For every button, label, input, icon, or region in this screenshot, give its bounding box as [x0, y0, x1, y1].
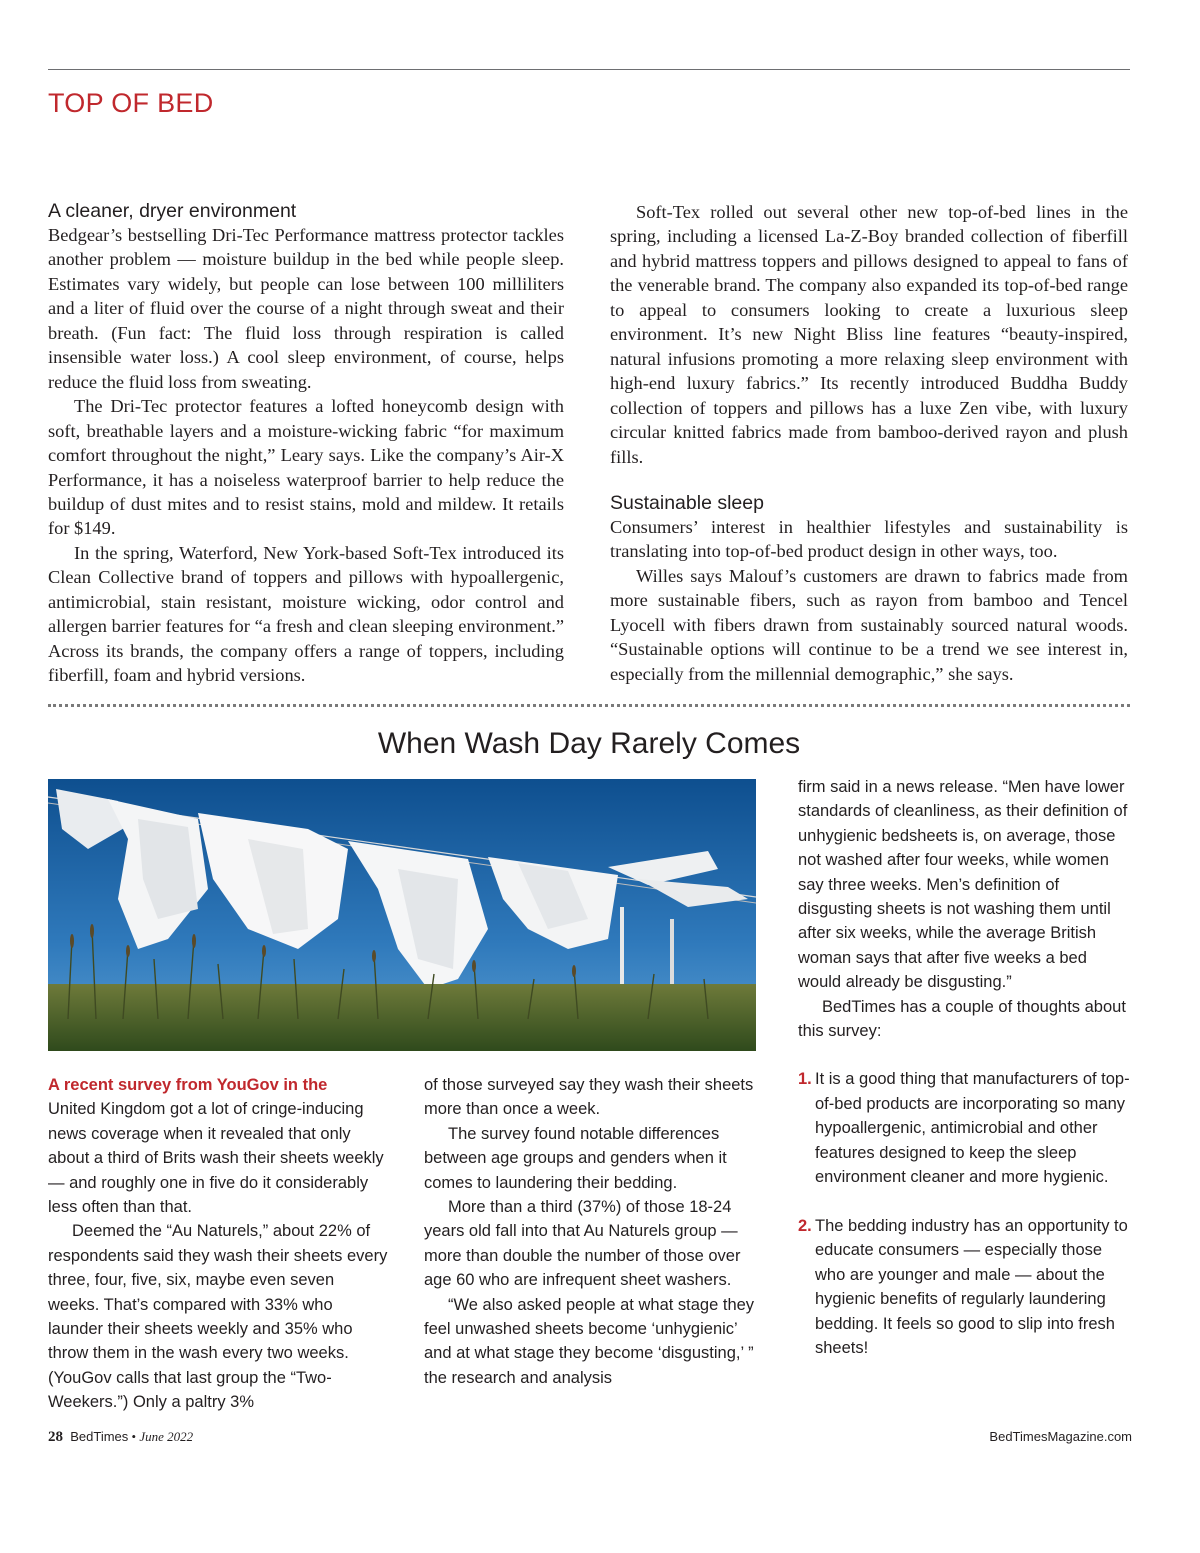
dotted-divider: [48, 704, 1130, 707]
sidebar-paragraph: firm said in a news release. “Men have lower standards of cleanliness, as their definition of unhygienic bedsheets is, on average, those not washed after four weeks, while women say three weeks. Men’s definition of disgusting sheets is not washing them until after six weeks, while the average British woman says that after five weeks a bed would already be disgusting.”: [798, 778, 1128, 992]
sidebar-paragraph: of those surveyed say they wash their sheets more than once a week.: [424, 1076, 754, 1119]
list-item-text: The bedding industry has an opportunity to educate consumers — especially those who are younger and male — about the hygienic benefits of regularly laundering bedding. It feels so good to slip into fresh sheets!: [815, 1216, 1128, 1357]
article-paragraph: The Dri-Tec protector features a lofted honeycomb design with soft, breathable layers and a moisture-wicking fabric “for maximum comfort throughout the night,” Leary says. Like the company’s Air-X Performance, it has a noiseless waterproof barrier to help reduce the buildup of dust mites and to resist stains, mold and mildew. It retails for $149.: [48, 396, 564, 539]
sidebar-title: When Wash Day Rarely Comes: [377, 727, 801, 760]
sidebar-lead-in: A recent survey from YouGov in the: [48, 1076, 328, 1094]
list-item-text: It is a good thing that manufacturers of top-of-bed products are incorporating so many hypoallergenic, antimicrobial and other features designed to keep the sleep environment cleaner and more hygienic.: [815, 1070, 1130, 1187]
issue-date: June 2022: [139, 1429, 194, 1444]
list-item: [798, 1214, 1133, 1360]
top-rule: [48, 69, 1130, 70]
footer-separator: •: [131, 1429, 137, 1444]
thoughts-list: [798, 1067, 1133, 1360]
publication-name: BedTimes: [70, 1429, 129, 1444]
article-paragraph: Bedgear’s bestselling Dri-Tec Performance mattress protector tackles another problem — moisture buildup in the bed while people sleep. Estimates vary widely, but people can lose between 100 milliliters and a liter of fluid over the course of a night through sweat and their breath. (Fun fact: The fluid loss through respiration is called insensible water loss.) A cool sleep environment, of course, helps reduce the fluid loss from sweating.: [48, 225, 564, 392]
section-label: TOP OF BED: [48, 88, 214, 118]
article-paragraph: Soft-Tex rolled out several other new top-of-bed lines in the spring, including a licensed La-Z-Boy branded collection of fiberfill and hybrid mattress toppers and pillows designed to appeal to fans of the venerable brand. The company also expanded its top-of-bed range to appeal to consumers looking to create a luxurious sleep environment. It’s new Night Bliss line features “beauty-inspired, natural infusions promoting a more relaxing sleep environment with high-end luxury fabrics.” Its recently introduced Buddha Buddy collection of toppers and pillows has a luxe Zen vibe, with luxury circular knitted fabrics made from bamboo-derived rayon and plush fills.: [610, 202, 1128, 467]
article-column-2: [610, 200, 1128, 686]
sidebar-text: United Kingdom got a lot of cringe-inducing news coverage when it revealed that only about a third of Brits wash their sheets weekly — and roughly one in five do it considerably less often than that.: [48, 1100, 384, 1217]
sidebar-paragraph: [48, 1073, 388, 1219]
list-number: 2.: [798, 1216, 812, 1235]
article-paragraph: Willes says Malouf’s customers are drawn to fabrics made from more sustainable fibers, such as rayon from bamboo and Tencel Lyocell with fibers drawn from sustainably sourced natural woods. “Sustainable options will continue to be a trend we see interest in, especially from the millennial demographic,” she says.: [610, 565, 1128, 684]
sidebar-column-1: [48, 1073, 388, 1415]
sidebar-paragraph: BedTimes has a couple of thoughts about this survey:: [798, 997, 1126, 1041]
article-column-1: [48, 199, 564, 688]
article-paragraph: In the spring, Waterford, New York-based Soft-Tex introduced its Clean Collective brand of toppers and pillows with hypoallergenic, antimicrobial, stain resistant, moisture wicking, odor control and allergen barrier features for “a fresh and clean sleeping environment.” Across its brands, the company offers a range of toppers, including fiberfill, foam and hybrid versions.: [48, 542, 564, 686]
sidebar-column-3: [798, 775, 1133, 1385]
article-paragraph: Consumers’ interest in healthier lifestyles and sustainability is translating into top-of-bed product design in other ways, too.: [610, 516, 1128, 562]
subheading-cleaner-environment: A cleaner, dryer environment: [48, 200, 297, 222]
sidebar-paragraph: “We also asked people at what stage they feel unwashed sheets become ‘unhygienic’ and at what stage they become ‘disgusting,’ ” the research and analysis: [424, 1295, 755, 1387]
sidebar-paragraph: The survey found notable differences between age groups and genders when it comes to laundering their bedding.: [424, 1124, 727, 1192]
page-number: 28: [48, 1429, 63, 1445]
laundry-photo: [48, 779, 756, 1051]
list-number: 1.: [798, 1070, 812, 1089]
sidebar-column-2: [424, 1073, 759, 1390]
footer-website: BedTimesMagazine.com: [989, 1429, 1132, 1444]
sidebar-paragraph: Deemed the “Au Naturels,” about 22% of respondents said they wash their sheets every three, four, five, six, maybe even seven weeks. That’s compared with 33% who launder their sheets weekly and 35% who throw them in the wash every two weeks. (YouGov calls that last group the “Two-Weekers.”) Only a paltry 3%: [48, 1222, 388, 1412]
footer-left: [48, 1429, 193, 1446]
sidebar-paragraph: More than a third (37%) of those 18-24 years old fall into that Au Naturels group — more than double the number of those over age 60 who are infrequent sheet washers.: [424, 1198, 741, 1290]
subheading-sustainable-sleep: Sustainable sleep: [610, 491, 764, 514]
list-item: [798, 1067, 1133, 1189]
